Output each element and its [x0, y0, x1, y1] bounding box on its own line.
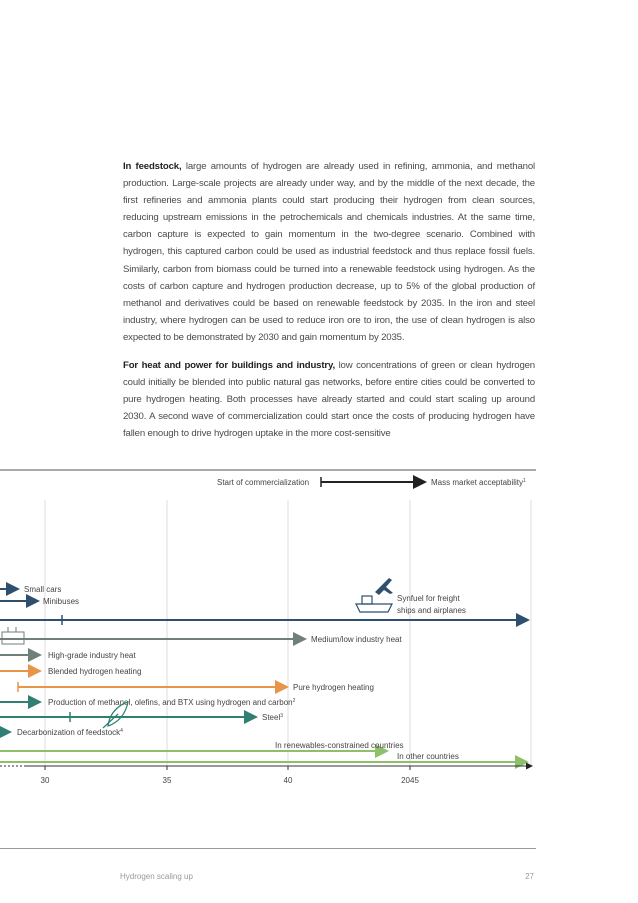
decarb-label: Decarbonization of feedstock$^4$ — [17, 728, 123, 737]
renewables-label: In renewables-constrained countries — [275, 741, 404, 750]
page-number: 27 — [525, 872, 534, 881]
footer-rule — [0, 848, 536, 849]
footer-title: Hydrogen scaling up — [120, 872, 193, 881]
factory-icon — [2, 627, 24, 644]
small-cars-label: Small cars — [24, 585, 62, 594]
high-heat-label: High-grade industry heat — [48, 651, 136, 660]
x-tick-label: 2045 — [401, 776, 419, 785]
airplane-icon — [375, 578, 393, 595]
synfuel-label-1: Synfuel for freight — [397, 594, 460, 603]
paragraph-lead: In feedstock, — [123, 161, 182, 172]
medium-heat-label: Medium/low industry heat — [311, 635, 402, 644]
other-countries-label: In other countries — [397, 752, 459, 761]
blended-label: Blended hydrogen heating — [48, 667, 142, 676]
synfuel-label-2: ships and airplanes — [397, 606, 466, 615]
minibuses-label: Minibuses — [43, 597, 80, 606]
steel-label: Steel$^3$ — [262, 713, 284, 722]
x-tick-label: 40 — [283, 776, 293, 785]
paragraph-body: large amounts of hydrogen are already used in refining, ammonia, and methanol production. Large-scale projects are already under way, and by the middle of the next decade, the first refineries and ammonia plants could start producing their hydrogen from clean sources, reducing upstream emissions in the petrochemicals and chemicals industries. At the same time, carbon capture is expected to gain momentum in the two-degree scenario. Combined with hydrogen, this captured carbon could be used as industrial feedstock and thus replace fossil fuels. Similarly, carbon from biomass could be turned into a renewable feedstock using hydrogen. As the costs of carbon capture and hydrogen production decrease, up to 5% of the global production of methanol and derivatives could be based on renewable feedstock by 2035. In the iron and steel industry, where hydrogen can be used to reduce iron ore to iron, the use of clean hydrogen is also expected to be demonstrated by 2030 and gain momentum by 2035. — [123, 161, 535, 343]
paragraph-lead: For heat and power for buildings and industry, — [123, 360, 335, 371]
paragraph-body: low concentrations of green or clean hydrogen could initially be blended into public natural gas networks, before entire cities could be converted to pure hydrogen heating. Both processes have already started and could start scaling up around 2030. A second wave of commercialization could start once the costs of producing hydrogen have fallen enough to drive hydrogen uptake in the more cost-sensitive — [123, 360, 535, 440]
pure-label: Pure hydrogen heating — [293, 683, 374, 692]
methanol-label: Production of methanol, olefins, and BTX using hydrogen and carbon$^2$ — [48, 698, 296, 707]
legend-start-label: Start of commercialization — [217, 478, 310, 487]
ship-icon — [356, 596, 392, 612]
paragraph-heat-power — [123, 357, 535, 440]
roadmap-chart — [0, 470, 638, 790]
x-tick-label: 35 — [162, 776, 172, 785]
x-tick-label: 30 — [40, 776, 50, 785]
legend-end-label: Mass market acceptability$^1$ — [431, 478, 526, 487]
paragraph-feedstock — [123, 158, 535, 346]
